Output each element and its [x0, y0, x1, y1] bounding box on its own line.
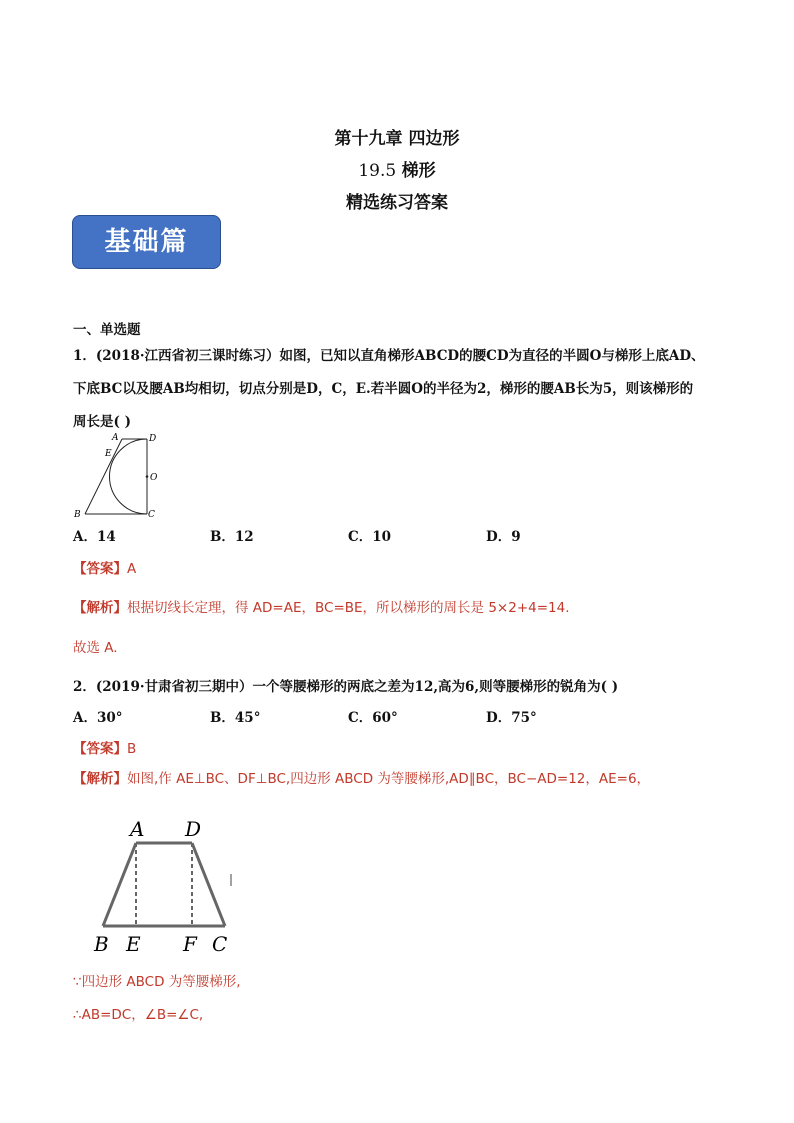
label-E: E — [105, 449, 112, 459]
label-O: O — [150, 473, 158, 483]
q2-answer — [73, 737, 136, 757]
answer-value: A — [127, 561, 137, 577]
label-B: B — [74, 510, 81, 520]
label-C: C — [212, 932, 228, 956]
center-O — [146, 475, 149, 478]
label-A: A — [130, 817, 145, 841]
q1-conclusion: 故选 A. — [73, 640, 118, 656]
analysis-tag: 【解析】 — [73, 600, 127, 616]
q1-figure — [72, 428, 162, 520]
answer-tag: 【答案】 — [73, 561, 127, 577]
answer-tag: 【答案】 — [73, 741, 127, 757]
q2-option-c: C．60° — [348, 710, 398, 726]
q1-option-a: A．14 — [73, 529, 116, 545]
analysis-tag: 【解析】 — [73, 771, 127, 787]
q2-step1: ∵四边形 ABCD 为等腰梯形, — [73, 974, 241, 990]
q1-option-b: B．12 — [210, 529, 254, 545]
section-name: 梯形 — [401, 161, 436, 181]
section-number: 19.5 — [358, 161, 397, 181]
q1-option-d: D．9 — [486, 529, 521, 545]
label-F: F — [183, 932, 197, 956]
label-D: D — [185, 817, 202, 841]
q1-answer — [73, 557, 136, 577]
label-C: C — [148, 510, 155, 520]
edge-DC — [192, 843, 225, 926]
q2-option-b: B．45° — [210, 710, 261, 726]
subtitle: 精选练习答案 — [346, 193, 448, 213]
answer-value: B — [127, 741, 137, 757]
label-A: A — [112, 433, 119, 443]
q1-line3: 周长是( ) — [73, 414, 131, 430]
chapter-title: 第十九章 四边形 — [334, 129, 460, 149]
q2-option-a: A．30° — [73, 710, 123, 726]
q2-figure — [88, 812, 248, 960]
q2-option-d: D．75° — [486, 710, 537, 726]
section-heading: 一、单选题 — [73, 322, 141, 338]
semicircle-O — [110, 439, 148, 514]
q2-line1: 2．(2019·甘肃省初三期中）一个等腰梯形的两底之差为12,高为6,则等腰梯形的锐角为( ) — [73, 679, 619, 695]
label-D: D — [149, 434, 157, 444]
q1-line2: 下底BC以及腰AB均相切，切点分别是D，C，E.若半圆O的半径为2，梯形的腰AB长为5，则该梯形的 — [73, 381, 694, 397]
edge-AB — [103, 843, 136, 926]
level-banner: 基础篇 — [72, 215, 221, 269]
label-E: E — [126, 932, 141, 956]
q1-line1: 1．(2018·江西省初三课时练习）如图，已知以直角梯形ABCD的腰CD为直径的半圆O与梯形上底AD、 — [73, 348, 705, 364]
analysis-text: 如图,作 AE⊥BC、DF⊥BC,四边形 ABCD 为等腰梯形,AD∥BC，BC−AD=12，AE=6， — [127, 771, 651, 787]
q1-analysis — [73, 596, 570, 616]
q1-option-c: C．10 — [348, 529, 392, 545]
analysis-text: 根据切线长定理，得 AD=AE，BC=BE，所以梯形的周长是 5×2+4=14. — [127, 600, 570, 616]
q2-analysis — [73, 767, 650, 787]
label-B: B — [94, 932, 109, 956]
section-title — [0, 156, 794, 181]
edge-AB — [85, 439, 122, 514]
q2-step2: ∴AB=DC，∠B=∠C, — [73, 1007, 204, 1023]
